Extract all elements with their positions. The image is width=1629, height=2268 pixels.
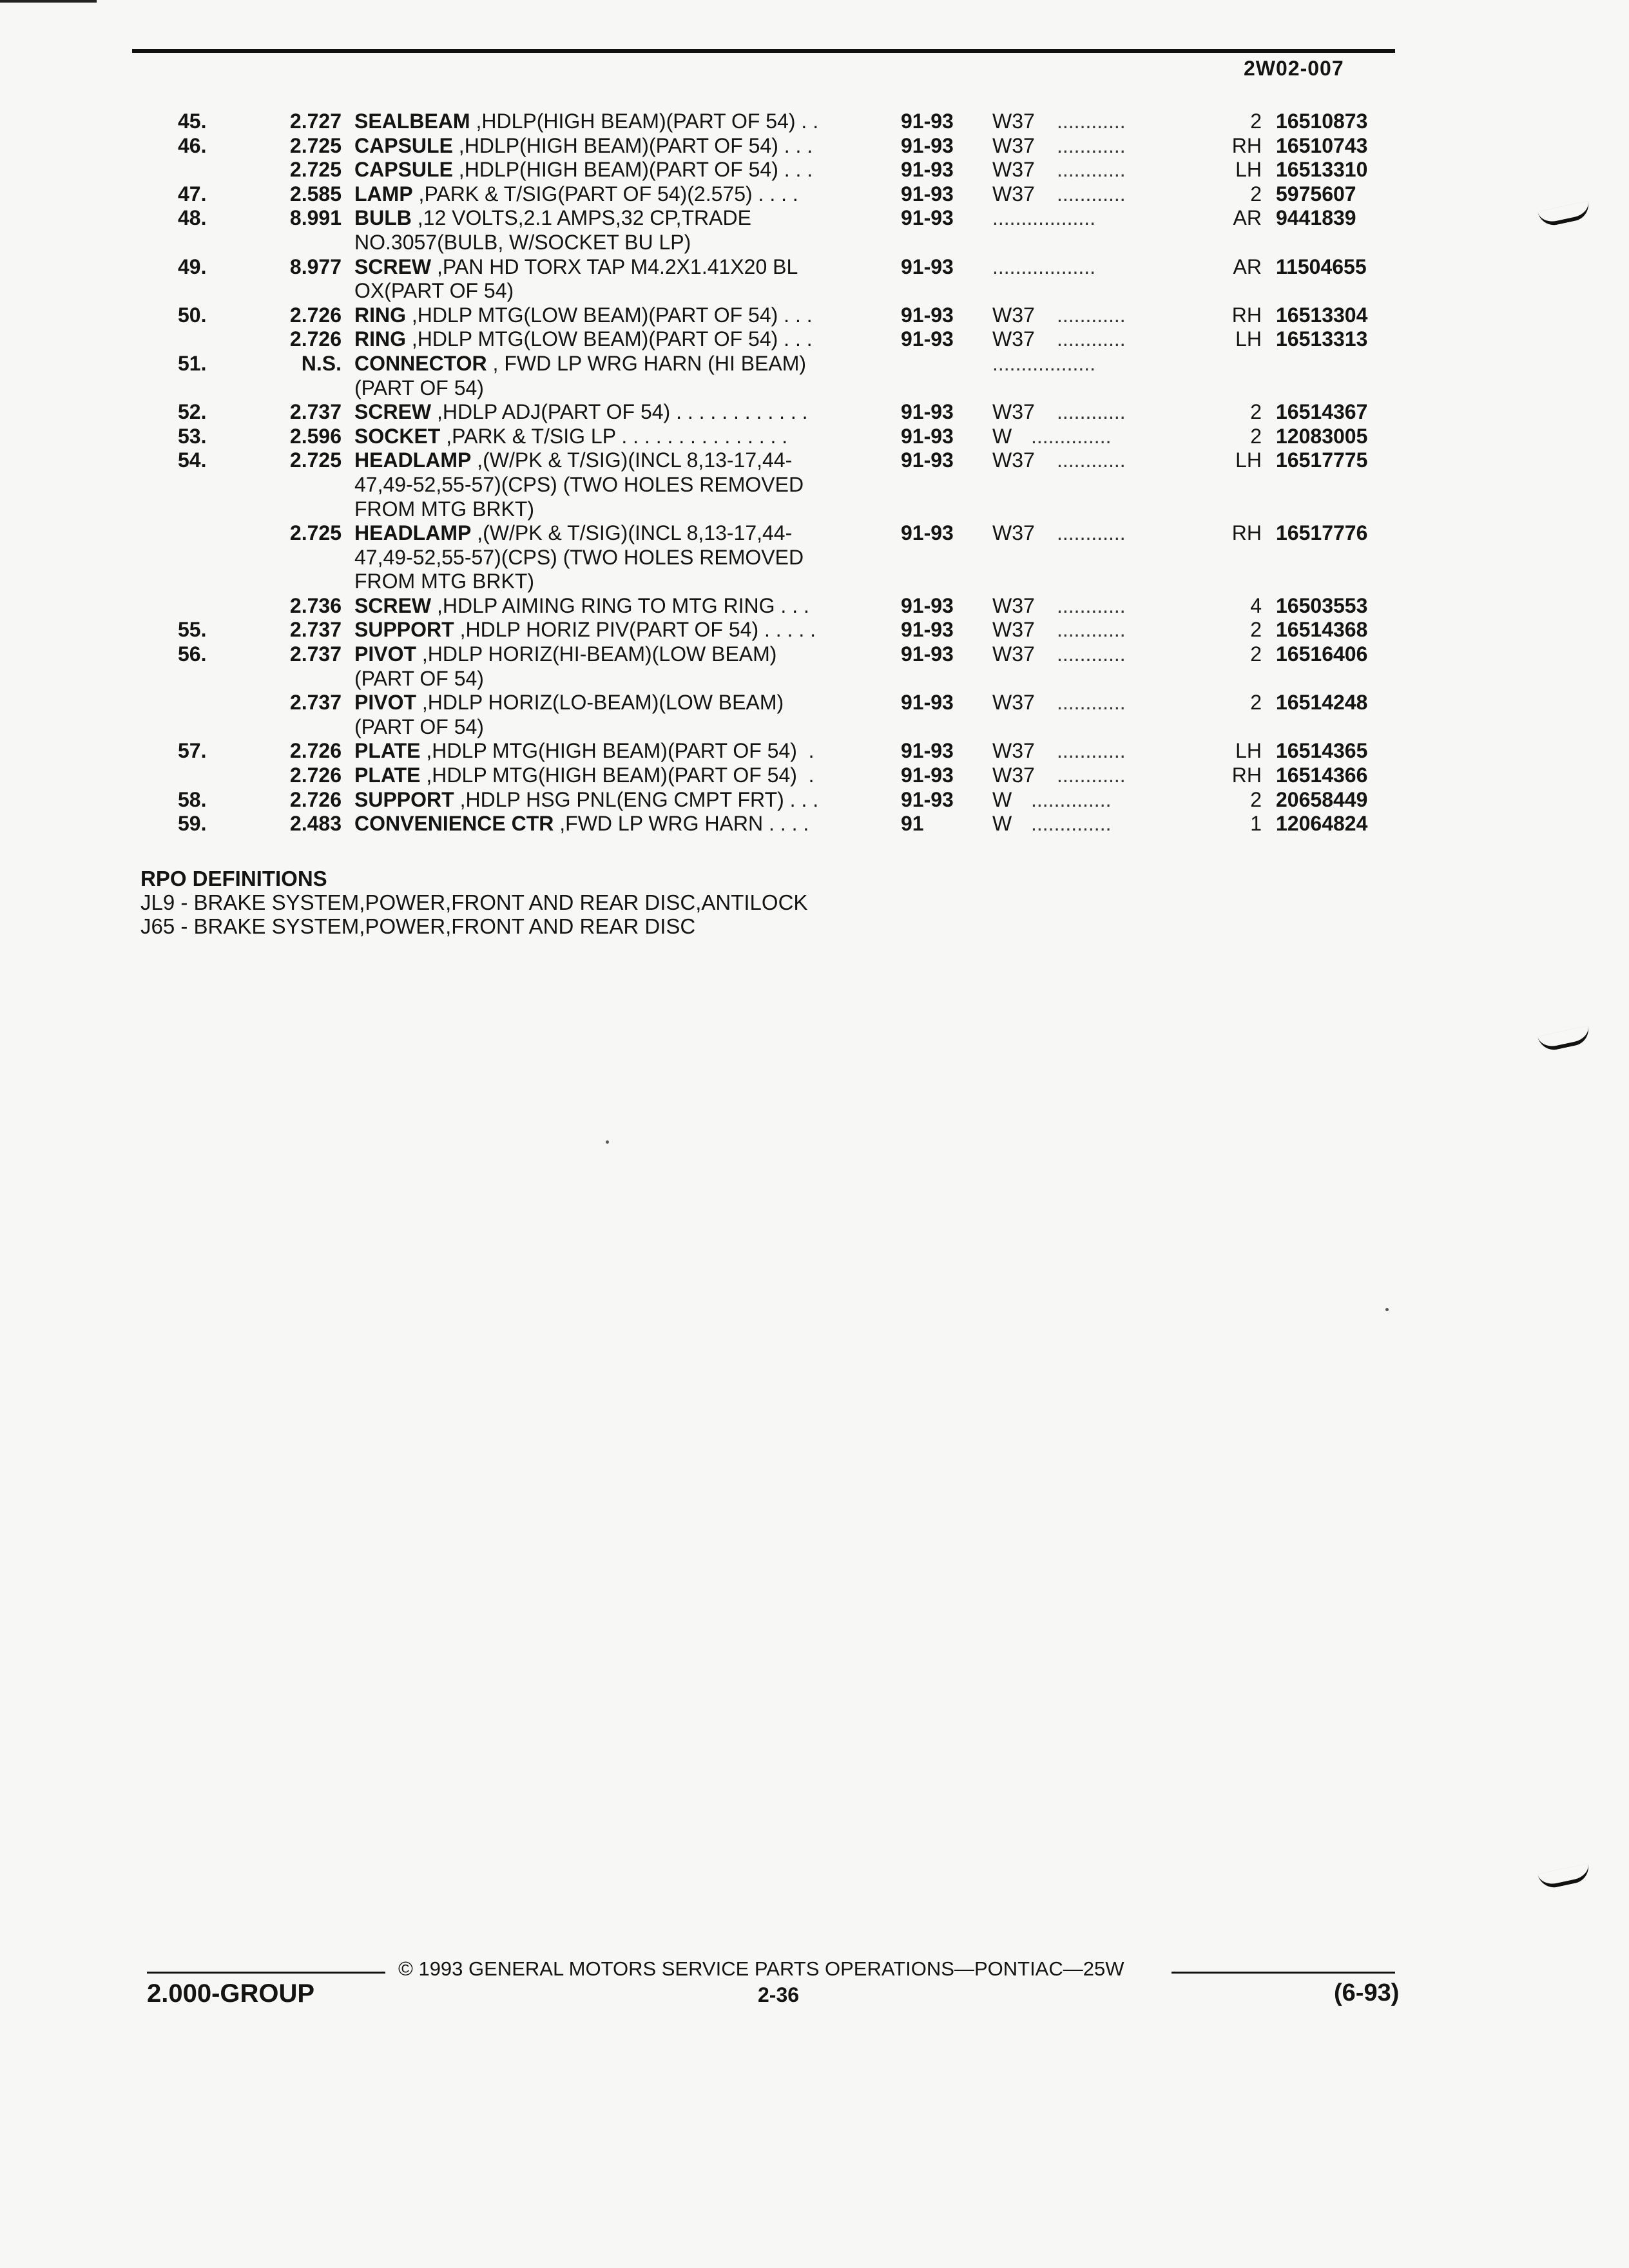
figure-number: 45. — [178, 110, 207, 133]
part-detail: , FWD LP WRG HARN (HI BEAM) — [487, 351, 807, 375]
section-number: 2.725 — [289, 158, 342, 182]
footer-rule-right — [1171, 1972, 1395, 1974]
part-description — [354, 570, 534, 594]
figure-number: 55. — [178, 618, 207, 642]
model-years: 91-93 — [901, 521, 954, 545]
part-name: SUPPORT — [354, 618, 454, 642]
part-description — [354, 448, 792, 473]
figure-number: 57. — [178, 739, 207, 763]
part-number: 16514366 — [1276, 764, 1368, 787]
section-number: 2.737 — [289, 400, 342, 424]
table-row — [0, 691, 1629, 715]
part-name: PIVOT — [354, 642, 417, 666]
part-description — [354, 425, 787, 449]
section-number: 2.737 — [289, 642, 342, 666]
leader-dots: ............ — [1057, 158, 1126, 182]
part-description — [354, 667, 484, 691]
quantity: RH — [1231, 764, 1262, 787]
footer-page-number: 2-36 — [758, 1983, 800, 2006]
model-years: 91-93 — [901, 764, 954, 787]
section-number: 2.585 — [289, 182, 342, 206]
quantity: 2 — [1250, 618, 1262, 642]
part-detail: ,(W/PK & T/SIG)(INCL 8,13-17,44- — [471, 448, 793, 472]
quantity: LH — [1235, 158, 1262, 182]
figure-number: 47. — [178, 182, 207, 206]
part-description — [354, 400, 808, 425]
table-row — [0, 303, 1629, 328]
part-number: 16503553 — [1276, 593, 1368, 617]
part-name: LAMP — [354, 182, 413, 206]
part-number: 16517775 — [1276, 448, 1368, 472]
model-code: W37 — [992, 764, 1035, 787]
footer-rule-left — [147, 1972, 385, 1974]
section-number: 2.725 — [289, 448, 342, 472]
part-detail: ,HDLP MTG(HIGH BEAM)(PART OF 54) . — [420, 739, 815, 763]
leader-dots: ............ — [1057, 327, 1126, 351]
part-description — [354, 279, 514, 303]
table-row — [0, 788, 1629, 812]
quantity: 1 — [1250, 812, 1262, 836]
part-name: RING — [354, 327, 406, 351]
part-number: 20658449 — [1276, 787, 1368, 811]
leader-dots: ............ — [1057, 642, 1126, 666]
leader-dots: .................. — [992, 206, 1096, 230]
figure-number: 51. — [178, 351, 207, 375]
model-code: W37 — [992, 182, 1035, 206]
part-detail: ,HDLP(HIGH BEAM)(PART OF 54) . . . — [452, 158, 813, 182]
section-number: 2.726 — [289, 303, 342, 327]
part-detail: ,12 VOLTS,2.1 AMPS,32 CP,TRADE — [411, 206, 751, 230]
part-name: HEADLAMP — [354, 521, 472, 545]
model-code: W — [992, 787, 1012, 811]
part-name: CAPSULE — [354, 158, 453, 182]
rpo-line: J65 - BRAKE SYSTEM,POWER,FRONT AND REAR DISC — [140, 914, 696, 938]
table-row — [0, 255, 1629, 280]
figure-number: 58. — [178, 787, 207, 811]
footer-copyright: © 1993 GENERAL MOTORS SERVICE PARTS OPERATIONS—PONTIAC—25W — [398, 1957, 1124, 1980]
part-description — [354, 206, 751, 231]
model-years: 91-93 — [901, 206, 954, 230]
model-code: W37 — [992, 303, 1035, 327]
part-number: 16514248 — [1276, 691, 1368, 715]
part-detail: ,HDLP HORIZ PIV(PART OF 54) . . . . . — [454, 618, 816, 642]
leader-dots: ............ — [1057, 110, 1126, 133]
part-detail: ,HDLP MTG(HIGH BEAM)(PART OF 54) . — [420, 764, 815, 787]
table-row — [0, 376, 1629, 401]
model-years: 91-93 — [901, 158, 954, 182]
part-number: 16513310 — [1276, 158, 1368, 182]
model-years: 91-93 — [901, 787, 954, 811]
part-number: 16516406 — [1276, 642, 1368, 666]
part-name: CONVENIENCE CTR — [354, 812, 554, 836]
quantity: RH — [1231, 521, 1262, 545]
model-code: W37 — [992, 400, 1035, 424]
part-name: PIVOT — [354, 691, 417, 715]
figure-number: 54. — [178, 448, 207, 472]
model-code: W37 — [992, 691, 1035, 715]
leader-dots: .................. — [992, 255, 1096, 278]
model-years: 91-93 — [901, 691, 954, 715]
table-row — [0, 594, 1629, 619]
table-row — [0, 764, 1629, 788]
part-number: 11504655 — [1276, 255, 1367, 278]
part-detail: ,HDLP HORIZ(HI-BEAM)(LOW BEAM) — [416, 642, 777, 666]
section-number: 2.726 — [289, 739, 342, 763]
section-number: 8.977 — [289, 255, 342, 278]
part-description — [354, 812, 809, 836]
quantity: LH — [1235, 448, 1262, 472]
quantity: 2 — [1250, 182, 1262, 206]
table-row — [0, 279, 1629, 303]
section-number: 2.725 — [289, 521, 342, 545]
part-name: SCREW — [354, 400, 432, 424]
part-name: CONNECTOR — [354, 351, 487, 375]
figure-number: 59. — [178, 812, 207, 836]
section-number: 2.736 — [289, 593, 342, 617]
part-number: 12083005 — [1276, 424, 1368, 448]
figure-number: 49. — [178, 255, 207, 278]
table-row — [0, 642, 1629, 667]
part-description — [354, 546, 804, 570]
model-years: 91-93 — [901, 182, 954, 206]
model-code: W37 — [992, 739, 1035, 763]
rpo-heading: RPO DEFINITIONS — [140, 867, 327, 890]
leader-dots: ............ — [1057, 764, 1126, 787]
part-name: SCREW — [354, 255, 432, 278]
part-description — [354, 303, 813, 328]
model-years: 91-93 — [901, 327, 954, 351]
part-description — [354, 110, 818, 134]
part-name: CAPSULE — [354, 133, 453, 157]
quantity: 2 — [1250, 691, 1262, 715]
table-row — [0, 546, 1629, 570]
section-number: 2.725 — [289, 133, 342, 157]
part-detail: (PART OF 54) — [354, 666, 484, 690]
model-code: W37 — [992, 448, 1035, 472]
table-row — [0, 182, 1629, 207]
part-detail: ,HDLP(HIGH BEAM)(PART OF 54) . . — [470, 110, 819, 133]
quantity: 2 — [1250, 400, 1262, 424]
section-number: 2.483 — [289, 812, 342, 836]
table-row — [0, 110, 1629, 134]
model-code: W — [992, 424, 1012, 448]
leader-dots: ............ — [1057, 182, 1126, 206]
model-code: W37 — [992, 593, 1035, 617]
table-row — [0, 134, 1629, 159]
model-years: 91-93 — [901, 593, 954, 617]
part-detail: NO.3057(BULB, W/SOCKET BU LP) — [354, 230, 691, 254]
quantity: 2 — [1250, 642, 1262, 666]
model-code: W37 — [992, 521, 1035, 545]
part-detail: ,PAN HD TORX TAP M4.2X1.41X20 BL — [431, 255, 798, 278]
part-detail: FROM MTG BRKT) — [354, 497, 535, 521]
scan-speck — [1385, 1308, 1389, 1311]
part-detail: ,PARK & T/SIG(PART OF 54)(2.575) . . . . — [412, 182, 798, 206]
quantity: RH — [1231, 303, 1262, 327]
part-number: 16510873 — [1276, 110, 1368, 133]
table-row — [0, 448, 1629, 473]
part-name: SOCKET — [354, 424, 441, 448]
part-description — [354, 376, 484, 401]
section-number: 2.726 — [289, 787, 342, 811]
figure-number: 48. — [178, 206, 207, 230]
part-description — [354, 182, 798, 207]
part-description — [354, 642, 776, 667]
part-detail: (PART OF 54) — [354, 376, 484, 399]
part-detail: ,HDLP MTG(LOW BEAM)(PART OF 54) . . . — [406, 303, 813, 327]
rpo-definitions — [140, 867, 807, 938]
table-row — [0, 231, 1629, 255]
part-detail: ,HDLP AIMING RING TO MTG RING . . . — [431, 593, 809, 617]
model-years: 91-93 — [901, 642, 954, 666]
part-detail: FROM MTG BRKT) — [354, 570, 535, 593]
table-row — [0, 352, 1629, 376]
table-row — [0, 667, 1629, 691]
part-description — [354, 715, 484, 740]
part-name: SUPPORT — [354, 787, 454, 811]
model-code: W37 — [992, 110, 1035, 133]
part-detail: ,HDLP HORIZ(LO-BEAM)(LOW BEAM) — [416, 691, 784, 715]
table-row — [0, 739, 1629, 764]
table-row — [0, 206, 1629, 231]
part-description — [354, 255, 798, 280]
table-row — [0, 425, 1629, 449]
part-detail: 47,49-52,55-57)(CPS) (TWO HOLES REMOVED — [354, 545, 804, 569]
quantity: AR — [1233, 255, 1262, 278]
part-description — [354, 352, 806, 376]
part-detail: ,FWD LP WRG HARN . . . . — [554, 812, 809, 836]
part-number: 16514368 — [1276, 618, 1368, 642]
part-number: 16513313 — [1276, 327, 1368, 351]
part-number: 16517776 — [1276, 521, 1368, 545]
model-years: 91-93 — [901, 424, 954, 448]
leader-dots: ............ — [1057, 448, 1126, 472]
part-description — [354, 158, 813, 182]
part-detail: ,HDLP(HIGH BEAM)(PART OF 54) . . . — [452, 133, 813, 157]
part-name: PLATE — [354, 764, 421, 787]
leader-dots: ............ — [1057, 618, 1126, 642]
part-description — [354, 788, 818, 812]
section-number: 2.726 — [289, 764, 342, 787]
part-name: SCREW — [354, 593, 432, 617]
section-number: 2.737 — [289, 618, 342, 642]
rpo-line: JL9 - BRAKE SYSTEM,POWER,FRONT AND REAR DISC,ANTILOCK — [140, 890, 808, 914]
leader-dots: ............ — [1057, 400, 1126, 424]
part-detail: OX(PART OF 54) — [354, 279, 514, 303]
model-years: 91 — [901, 812, 924, 836]
leader-dots: .............. — [1031, 812, 1112, 836]
section-number: 8.991 — [289, 206, 342, 230]
table-row — [0, 521, 1629, 546]
part-description — [354, 618, 816, 642]
figure-number: 53. — [178, 424, 207, 448]
model-years: 91-93 — [901, 303, 954, 327]
model-code: W37 — [992, 618, 1035, 642]
part-name: BULB — [354, 206, 412, 230]
section-number: 2.596 — [289, 424, 342, 448]
table-row — [0, 497, 1629, 522]
leader-dots: ............ — [1057, 691, 1126, 715]
table-row — [0, 158, 1629, 182]
leader-dots: ............ — [1057, 593, 1126, 617]
quantity: RH — [1231, 133, 1262, 157]
part-description — [354, 594, 809, 619]
table-row — [0, 473, 1629, 497]
model-code: W — [992, 812, 1012, 836]
part-number: 5975607 — [1276, 182, 1356, 206]
section-number: 2.727 — [289, 110, 342, 133]
quantity: 2 — [1250, 110, 1262, 133]
table-row — [0, 400, 1629, 425]
figure-number: 52. — [178, 400, 207, 424]
part-name: PLATE — [354, 739, 421, 763]
header-rule — [132, 49, 1395, 53]
table-row — [0, 618, 1629, 642]
leader-dots: .............. — [1031, 424, 1112, 448]
table-row — [0, 715, 1629, 740]
part-detail: ,HDLP HSG PNL(ENG CMPT FRT) . . . — [454, 787, 819, 811]
model-years: 91-93 — [901, 400, 954, 424]
scan-mark — [1537, 1026, 1592, 1053]
part-description — [354, 739, 815, 764]
part-detail: 47,49-52,55-57)(CPS) (TWO HOLES REMOVED — [354, 472, 804, 496]
quantity: 2 — [1250, 787, 1262, 811]
part-description — [354, 327, 813, 352]
leader-dots: .............. — [1031, 787, 1112, 811]
part-name: RING — [354, 303, 406, 327]
figure-number: 56. — [178, 642, 207, 666]
part-description — [354, 473, 804, 497]
part-number: 12064824 — [1276, 812, 1368, 836]
model-code: W37 — [992, 158, 1035, 182]
part-detail: ,HDLP ADJ(PART OF 54) . . . . . . . . . . . . — [431, 400, 808, 424]
model-years: 91-93 — [901, 448, 954, 472]
part-detail: ,PARK & T/SIG LP . . . . . . . . . . . . . . . — [440, 424, 788, 448]
table-row — [0, 570, 1629, 594]
model-years: 91-93 — [901, 255, 954, 278]
section-number: 2.726 — [289, 327, 342, 351]
part-description — [354, 764, 815, 788]
part-name: SEALBEAM — [354, 110, 470, 133]
part-number: 16514367 — [1276, 400, 1368, 424]
footer-date: (6-93) — [1334, 1979, 1400, 2006]
part-number: 16510743 — [1276, 133, 1368, 157]
part-description — [354, 691, 784, 715]
section-number: 2.737 — [289, 691, 342, 715]
leader-dots: ............ — [1057, 521, 1126, 545]
parts-list — [0, 110, 1629, 836]
part-description — [354, 497, 534, 522]
leader-dots: .................. — [992, 351, 1096, 375]
part-description — [354, 231, 691, 255]
footer-group: 2.000-GROUP — [147, 1979, 315, 2008]
quantity: AR — [1233, 206, 1262, 230]
table-row — [0, 812, 1629, 836]
part-number: 16513304 — [1276, 303, 1368, 327]
part-name: HEADLAMP — [354, 448, 472, 472]
model-code: W37 — [992, 642, 1035, 666]
quantity: LH — [1235, 327, 1262, 351]
quantity: LH — [1235, 739, 1262, 763]
quantity: 4 — [1250, 593, 1262, 617]
section-number: N.S. — [301, 351, 342, 375]
scan-speck — [606, 1140, 609, 1144]
top-left-rule — [0, 0, 97, 3]
quantity: 2 — [1250, 424, 1262, 448]
part-number: 9441839 — [1276, 206, 1356, 230]
part-detail: ,HDLP MTG(LOW BEAM)(PART OF 54) . . . — [406, 327, 813, 351]
part-detail: ,(W/PK & T/SIG)(INCL 8,13-17,44- — [471, 521, 793, 545]
leader-dots: ............ — [1057, 739, 1126, 763]
leader-dots: ............ — [1057, 303, 1126, 327]
table-row — [0, 327, 1629, 352]
leader-dots: ............ — [1057, 133, 1126, 157]
figure-number: 50. — [178, 303, 207, 327]
scan-mark — [1537, 1863, 1592, 1890]
model-years: 91-93 — [901, 110, 954, 133]
model-years: 91-93 — [901, 618, 954, 642]
model-years: 91-93 — [901, 739, 954, 763]
part-number: 16514365 — [1276, 739, 1368, 763]
page-code: 2W02-007 — [1244, 57, 1344, 80]
model-years: 91-93 — [901, 133, 954, 157]
part-detail: (PART OF 54) — [354, 715, 484, 738]
model-code: W37 — [992, 133, 1035, 157]
model-code: W37 — [992, 327, 1035, 351]
figure-number: 46. — [178, 133, 207, 157]
part-description — [354, 134, 813, 159]
part-description — [354, 521, 792, 546]
